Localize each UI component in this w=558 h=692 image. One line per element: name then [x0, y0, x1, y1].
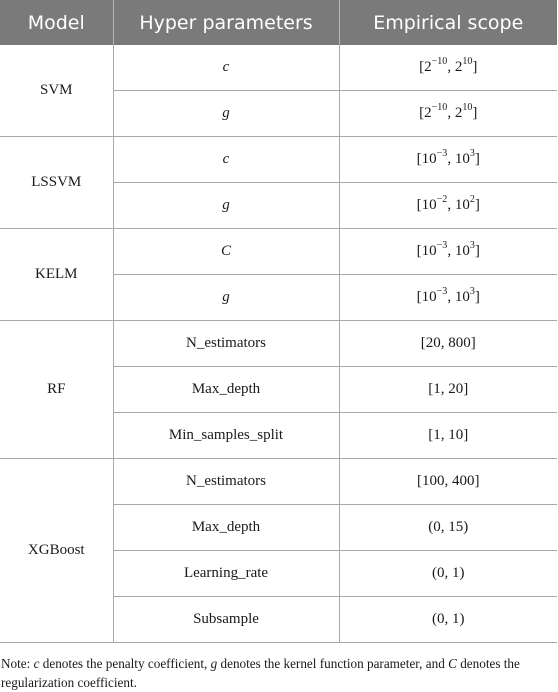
- scope-exponent: −10: [431, 102, 448, 113]
- model-cell: RF: [0, 321, 113, 459]
- scope-text: [1, 10]: [428, 427, 469, 443]
- param-cell: N_estimators: [113, 459, 339, 505]
- scope-text: , 2: [447, 59, 463, 75]
- param-cell: Min_samples_split: [113, 413, 339, 459]
- scope-cell: [339, 275, 557, 321]
- scope-text: , 10: [447, 151, 470, 167]
- header-model: Model: [0, 0, 113, 45]
- scope-text: ]: [474, 151, 480, 167]
- scope-exponent: −3: [436, 240, 448, 251]
- scope-cell: [339, 137, 557, 183]
- param-cell: C: [113, 229, 339, 275]
- scope-text: ]: [472, 59, 478, 75]
- scope-text: [1, 20]: [428, 381, 469, 397]
- scope-text: ]: [474, 243, 480, 259]
- scope-exponent: 3: [469, 286, 475, 297]
- header-row: [0, 0, 557, 45]
- scope-cell: [339, 413, 557, 459]
- param-cell: g: [113, 183, 339, 229]
- scope-exponent: −3: [436, 286, 448, 297]
- scope-text: [20, 800]: [420, 335, 476, 351]
- scope-text: [10: [416, 151, 437, 167]
- note-symbol-c: c: [33, 656, 40, 671]
- scope-text: [10: [416, 197, 437, 213]
- scope-text: [2: [419, 105, 432, 121]
- table-body: [0, 45, 557, 643]
- param-cell: c: [113, 137, 339, 183]
- scope-text: , 2: [447, 105, 463, 121]
- scope-cell: [339, 597, 557, 643]
- scope-exponent: 10: [462, 102, 473, 113]
- scope-cell: [339, 505, 557, 551]
- table-note: [1, 654, 557, 692]
- scope-cell: [339, 367, 557, 413]
- note-text-2: denotes the kernel function parameter, and: [217, 656, 449, 671]
- scope-text: [10: [416, 243, 437, 259]
- scope-exponent: 10: [462, 56, 473, 67]
- scope-text: ]: [474, 289, 480, 305]
- note-symbol-g: g: [210, 656, 218, 671]
- table-row: [0, 229, 557, 275]
- scope-exponent: 3: [469, 148, 475, 159]
- table-row: [0, 321, 557, 367]
- scope-text: (0, 1): [432, 611, 465, 627]
- param-cell: g: [113, 91, 339, 137]
- note-symbol-C: C: [448, 656, 457, 671]
- header-empirical-scope: Empirical scope: [339, 0, 557, 45]
- model-cell: XGBoost: [0, 459, 113, 643]
- scope-text: , 10: [447, 289, 470, 305]
- scope-exponent: −3: [436, 148, 448, 159]
- scope-cell: [339, 459, 557, 505]
- table-row: [0, 45, 557, 91]
- scope-cell: [339, 91, 557, 137]
- scope-exponent: −2: [436, 194, 448, 205]
- scope-text: [100, 400]: [417, 473, 480, 489]
- note-prefix: Note:: [1, 656, 34, 671]
- scope-cell: [339, 183, 557, 229]
- scope-cell: [339, 229, 557, 275]
- scope-text: [2: [419, 59, 432, 75]
- param-cell: Max_depth: [113, 505, 339, 551]
- param-cell: g: [113, 275, 339, 321]
- scope-text: (0, 1): [432, 565, 465, 581]
- param-cell: c: [113, 45, 339, 91]
- scope-exponent: −10: [431, 56, 448, 67]
- model-cell: KELM: [0, 229, 113, 321]
- scope-text: , 10: [447, 197, 470, 213]
- scope-exponent: 3: [469, 240, 475, 251]
- scope-text: [10: [416, 289, 437, 305]
- param-cell: Max_depth: [113, 367, 339, 413]
- scope-cell: [339, 321, 557, 367]
- table-row: [0, 459, 557, 505]
- scope-cell: [339, 551, 557, 597]
- scope-text: ]: [474, 197, 480, 213]
- note-text-1: denotes the penalty coefficient,: [39, 656, 211, 671]
- param-cell: Subsample: [113, 597, 339, 643]
- header-hyper-parameters: Hyper parameters: [113, 0, 339, 45]
- scope-cell: [339, 45, 557, 91]
- param-cell: N_estimators: [113, 321, 339, 367]
- model-cell: LSSVM: [0, 137, 113, 229]
- table-row: [0, 137, 557, 183]
- note-text-3: denotes the regularization coefficient.: [1, 656, 520, 690]
- param-cell: Learning_rate: [113, 551, 339, 597]
- scope-text: ]: [472, 105, 478, 121]
- scope-text: (0, 15): [428, 519, 469, 535]
- model-cell: SVM: [0, 45, 113, 137]
- scope-exponent: 2: [469, 194, 475, 205]
- scope-text: , 10: [447, 243, 470, 259]
